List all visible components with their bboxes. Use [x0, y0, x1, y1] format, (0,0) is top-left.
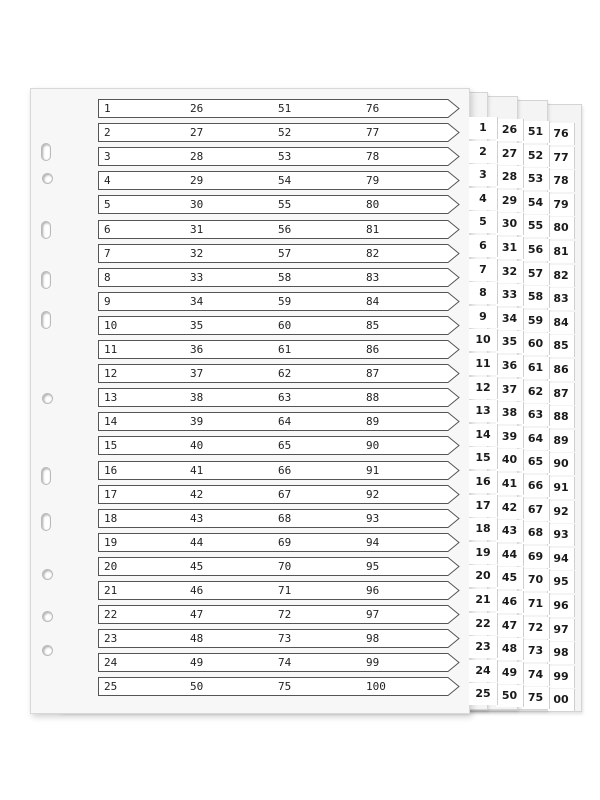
row-cell-number: 63	[278, 391, 292, 405]
row-cell-number: 60	[278, 318, 292, 332]
divider-tab[interactable]: 24	[469, 660, 498, 682]
row-cell-number: 5	[104, 198, 111, 212]
divider-tab[interactable]: 75	[522, 687, 550, 709]
punch-hole	[41, 221, 51, 239]
row-cell-number: 26	[190, 102, 204, 115]
row-cell-number: 35	[190, 318, 204, 332]
row-cell-number: 87	[366, 367, 380, 381]
row-cell-number: 10	[104, 318, 118, 332]
divider-tab[interactable]: 00	[548, 689, 575, 711]
divider-tab[interactable]: 95	[548, 571, 575, 593]
divider-tab[interactable]: 46	[496, 591, 524, 613]
table-row	[98, 99, 460, 118]
row-cell-number: 69	[278, 535, 292, 549]
row-cell-number: 46	[190, 584, 204, 597]
divider-tab[interactable]: 67	[522, 499, 550, 521]
divider-tab[interactable]: 52	[522, 145, 550, 167]
divider-tab[interactable]: 58	[522, 286, 550, 308]
punch-hole	[42, 173, 53, 184]
divider-tab[interactable]: 15	[469, 447, 498, 469]
divider-tab[interactable]: 38	[496, 402, 524, 424]
divider-tab[interactable]: 16	[469, 471, 498, 493]
row-cell-number: 29	[190, 174, 204, 188]
divider-tab[interactable]: 63	[522, 404, 550, 426]
table-row	[98, 677, 460, 696]
row-cell-number: 89	[366, 415, 380, 429]
row-cell-number: 64	[278, 415, 292, 429]
divider-tab[interactable]: 37	[496, 379, 524, 401]
row-cell-number: 41	[190, 463, 204, 477]
punch-hole	[42, 645, 53, 656]
row-cell-number: 83	[366, 270, 380, 284]
row-cell-number: 47	[190, 608, 204, 622]
divider-tab[interactable]: 3	[469, 164, 498, 186]
row-cell-number: 43	[190, 511, 204, 525]
divider-tab[interactable]: 60	[522, 333, 550, 355]
row-cell-number: 34	[190, 294, 204, 308]
row-cell-number: 4	[104, 174, 111, 188]
row-cell-number: 9	[104, 294, 111, 308]
row-cell-number: 79	[366, 174, 380, 188]
divider-tab[interactable]: 70	[522, 569, 550, 591]
divider-tab[interactable]: 10	[469, 329, 498, 351]
divider-tab[interactable]: 65	[522, 451, 550, 473]
table-row	[98, 509, 460, 528]
row-cell-number: 17	[104, 487, 118, 501]
table-row	[98, 123, 460, 142]
row-cell-number: 6	[104, 222, 111, 236]
row-cell-number: 75	[278, 680, 292, 694]
divider-tab[interactable]: 36	[496, 355, 524, 377]
row-cell-number: 71	[278, 584, 292, 597]
divider-tab[interactable]: 5	[469, 211, 498, 233]
table-row	[98, 605, 460, 624]
divider-tab[interactable]: 29	[496, 190, 524, 212]
row-cell-number: 49	[190, 656, 204, 670]
divider-tab[interactable]: 21	[469, 589, 498, 611]
row-cell-number: 25	[104, 680, 118, 694]
divider-tab[interactable]: 80	[548, 217, 575, 239]
punch-hole	[41, 467, 51, 485]
divider-tab[interactable]: 79	[548, 194, 575, 216]
row-cell-number: 14	[104, 415, 118, 429]
row-cell-number: 7	[104, 246, 111, 260]
table-row	[98, 171, 460, 190]
row-cell-number: 93	[366, 511, 380, 525]
divider-tab[interactable]: 77	[548, 147, 575, 169]
row-cell-number: 57	[278, 246, 292, 260]
table-row	[98, 581, 460, 600]
row-cell-number: 53	[278, 150, 292, 164]
divider-tab[interactable]: 94	[548, 548, 575, 570]
table-row	[98, 220, 460, 239]
divider-tab[interactable]: 50	[496, 685, 524, 707]
row-cell-number: 86	[366, 343, 380, 356]
divider-tab[interactable]: 23	[469, 636, 498, 658]
table-row	[98, 147, 460, 166]
row-cell-number: 97	[366, 608, 380, 622]
divider-tab[interactable]: 35	[496, 331, 524, 353]
table-row	[98, 316, 460, 335]
table-row	[98, 340, 460, 359]
divider-tab[interactable]: 12	[469, 377, 498, 399]
table-row	[98, 485, 460, 504]
punch-hole	[42, 611, 53, 622]
row-cell-number: 18	[104, 511, 118, 525]
divider-tab[interactable]: 59	[522, 310, 550, 332]
row-cell-number: 85	[366, 318, 380, 332]
row-cell-number: 51	[278, 102, 292, 115]
punch-hole	[41, 311, 51, 329]
table-row	[98, 461, 460, 480]
divider-tab[interactable]: 74	[522, 664, 550, 686]
row-cell-number: 52	[278, 126, 292, 140]
divider-tab[interactable]: 39	[496, 426, 524, 448]
divider-tab[interactable]: 20	[469, 565, 498, 587]
divider-tab[interactable]: 83	[548, 288, 575, 310]
row-cell-number: 90	[366, 439, 380, 453]
divider-tab[interactable]: 68	[522, 522, 550, 544]
row-cell-number: 30	[190, 198, 204, 212]
divider-tab[interactable]: 8	[469, 282, 498, 304]
row-cell-number: 58	[278, 270, 292, 284]
row-cell-number: 39	[190, 415, 204, 429]
row-cell-number: 22	[104, 608, 118, 622]
row-cell-number: 66	[278, 463, 292, 477]
divider-tab[interactable]: 26	[496, 119, 524, 141]
divider-tab[interactable]: 62	[522, 381, 550, 403]
divider-tab[interactable]: 90	[548, 453, 575, 475]
divider-tab[interactable]: 1	[469, 117, 498, 139]
row-cell-number: 33	[190, 270, 204, 284]
divider-tab[interactable]: 57	[522, 263, 550, 285]
table-row	[98, 195, 460, 214]
row-cell-number: 98	[366, 632, 380, 646]
divider-tab[interactable]: 14	[469, 424, 498, 446]
row-cell-number: 42	[190, 487, 204, 501]
row-cell-number: 67	[278, 487, 292, 501]
row-cell-number: 72	[278, 608, 292, 622]
punch-hole	[41, 513, 51, 531]
divider-tab[interactable]: 56	[522, 239, 550, 261]
divider-tab[interactable]: 91	[548, 477, 575, 499]
row-cell-number: 95	[366, 559, 380, 573]
divider-tab[interactable]: 98	[548, 642, 575, 664]
row-cell-number: 27	[190, 126, 204, 140]
row-cell-number: 94	[366, 535, 380, 549]
divider-tab[interactable]: 89	[548, 430, 575, 452]
row-cell-number: 91	[366, 463, 380, 477]
row-cell-number: 70	[278, 559, 292, 573]
row-cell-number: 23	[104, 632, 118, 646]
row-cell-number: 96	[366, 584, 380, 597]
row-cell-number: 68	[278, 511, 292, 525]
row-cell-number: 61	[278, 343, 292, 356]
divider-tab[interactable]: 66	[522, 475, 550, 497]
row-cell-number: 21	[104, 584, 118, 597]
divider-tab[interactable]: 31	[496, 237, 524, 259]
divider-tab[interactable]: 69	[522, 546, 550, 568]
divider-tab[interactable]: 11	[469, 353, 498, 375]
divider-tab[interactable]: 61	[522, 357, 550, 379]
divider-tab[interactable]: 27	[496, 143, 524, 165]
table-row	[98, 629, 460, 648]
divider-tab[interactable]: 7	[469, 259, 498, 281]
row-cell-number: 78	[366, 150, 380, 164]
table-row	[98, 436, 460, 455]
divider-tab[interactable]: 45	[496, 567, 524, 589]
row-cell-number: 31	[190, 222, 204, 236]
row-cell-number: 20	[104, 559, 118, 573]
divider-tab[interactable]: 33	[496, 284, 524, 306]
table-row	[98, 388, 460, 407]
row-cell-number: 82	[366, 246, 380, 260]
divider-tab[interactable]: 73	[522, 640, 550, 662]
divider-tab[interactable]: 17	[469, 495, 498, 517]
divider-tab[interactable]: 13	[469, 400, 498, 422]
divider-tab[interactable]: 84	[548, 312, 575, 334]
divider-tab[interactable]: 85	[548, 335, 575, 357]
row-cell-number: 2	[104, 126, 111, 140]
row-cell-number: 80	[366, 198, 380, 212]
divider-tab[interactable]: 6	[469, 235, 498, 257]
table-row	[98, 533, 460, 552]
divider-tab[interactable]: 18	[469, 518, 498, 540]
divider-tab[interactable]: 93	[548, 524, 575, 546]
row-cell-number: 12	[104, 367, 118, 381]
divider-tab[interactable]: 28	[496, 166, 524, 188]
divider-tab[interactable]: 47	[496, 615, 524, 637]
row-cell-number: 59	[278, 294, 292, 308]
divider-tab[interactable]: 43	[496, 520, 524, 542]
divider-tab[interactable]: 64	[522, 428, 550, 450]
table-row	[98, 244, 460, 263]
divider-tab[interactable]: 72	[522, 617, 550, 639]
punch-hole	[42, 569, 53, 580]
divider-tab[interactable]: 76	[548, 123, 575, 145]
row-cell-number: 38	[190, 391, 204, 405]
row-cell-number: 40	[190, 439, 204, 453]
divider-tab[interactable]: 9	[469, 306, 498, 328]
row-cell-number: 13	[104, 391, 118, 405]
divider-tab[interactable]: 41	[496, 473, 524, 495]
table-row	[98, 653, 460, 672]
divider-tab[interactable]: 53	[522, 168, 550, 190]
row-cell-number: 48	[190, 632, 204, 646]
divider-tab[interactable]: 78	[548, 170, 575, 192]
table-row	[98, 268, 460, 287]
row-cell-number: 65	[278, 439, 292, 453]
row-cell-number: 3	[104, 150, 111, 164]
divider-tab[interactable]: 82	[548, 265, 575, 287]
row-cell-number: 81	[366, 222, 380, 236]
divider-tab[interactable]: 30	[496, 213, 524, 235]
row-cell-number: 99	[366, 656, 380, 670]
divider-tab[interactable]: 34	[496, 308, 524, 330]
row-cell-number: 15	[104, 439, 118, 453]
row-cell-number: 73	[278, 632, 292, 646]
row-cell-number: 37	[190, 367, 204, 381]
table-row	[98, 364, 460, 383]
row-cell-number: 88	[366, 391, 380, 405]
row-cell-number: 36	[190, 343, 204, 356]
row-cell-number: 32	[190, 246, 204, 260]
divider-tab[interactable]: 32	[496, 261, 524, 283]
punch-hole	[41, 143, 51, 161]
divider-tab[interactable]: 4	[469, 188, 498, 210]
row-cell-number: 24	[104, 656, 118, 670]
row-cell-number: 76	[366, 102, 380, 115]
divider-tab[interactable]: 2	[469, 141, 498, 163]
row-cell-number: 54	[278, 174, 292, 188]
row-cell-number: 8	[104, 270, 111, 284]
row-cell-number: 44	[190, 535, 204, 549]
divider-tab[interactable]: 88	[548, 406, 575, 428]
row-cell-number: 11	[104, 343, 118, 356]
row-cell-number: 77	[366, 126, 380, 140]
punch-hole	[42, 393, 53, 404]
divider-tab[interactable]: 40	[496, 449, 524, 471]
divider-tab[interactable]: 22	[469, 613, 498, 635]
table-row	[98, 412, 460, 431]
divider-tab[interactable]: 99	[548, 666, 575, 688]
divider-tab[interactable]: 54	[522, 192, 550, 214]
divider-tab[interactable]: 92	[548, 501, 575, 523]
row-cell-number: 28	[190, 150, 204, 164]
divider-tab[interactable]: 55	[522, 215, 550, 237]
row-cell-number: 92	[366, 487, 380, 501]
row-cell-number: 55	[278, 198, 292, 212]
divider-tab[interactable]: 81	[548, 241, 575, 263]
row-cell-number: 1	[104, 102, 111, 115]
row-cell-number: 74	[278, 656, 292, 670]
row-cell-number: 50	[190, 680, 204, 694]
divider-tab[interactable]: 97	[548, 619, 575, 641]
row-cell-number: 45	[190, 559, 204, 573]
divider-tab[interactable]: 71	[522, 593, 550, 615]
divider-tab[interactable]: 87	[548, 383, 575, 405]
divider-tab[interactable]: 49	[496, 662, 524, 684]
divider-tab[interactable]: 96	[548, 595, 575, 617]
divider-tab[interactable]: 42	[496, 497, 524, 519]
row-cell-number: 56	[278, 222, 292, 236]
row-cell-number: 100	[366, 680, 386, 694]
divider-tab[interactable]: 51	[522, 121, 550, 143]
row-cell-number: 19	[104, 535, 118, 549]
punch-hole	[41, 271, 51, 289]
row-cell-number: 62	[278, 367, 292, 381]
divider-tab[interactable]: 19	[469, 542, 498, 564]
row-cell-number: 16	[104, 463, 118, 477]
divider-tab[interactable]: 25	[469, 683, 498, 705]
divider-tab[interactable]: 48	[496, 638, 524, 660]
divider-tab[interactable]: 44	[496, 544, 524, 566]
table-row	[98, 292, 460, 311]
table-row	[98, 557, 460, 576]
divider-tab[interactable]: 86	[548, 359, 575, 381]
row-cell-number: 84	[366, 294, 380, 308]
